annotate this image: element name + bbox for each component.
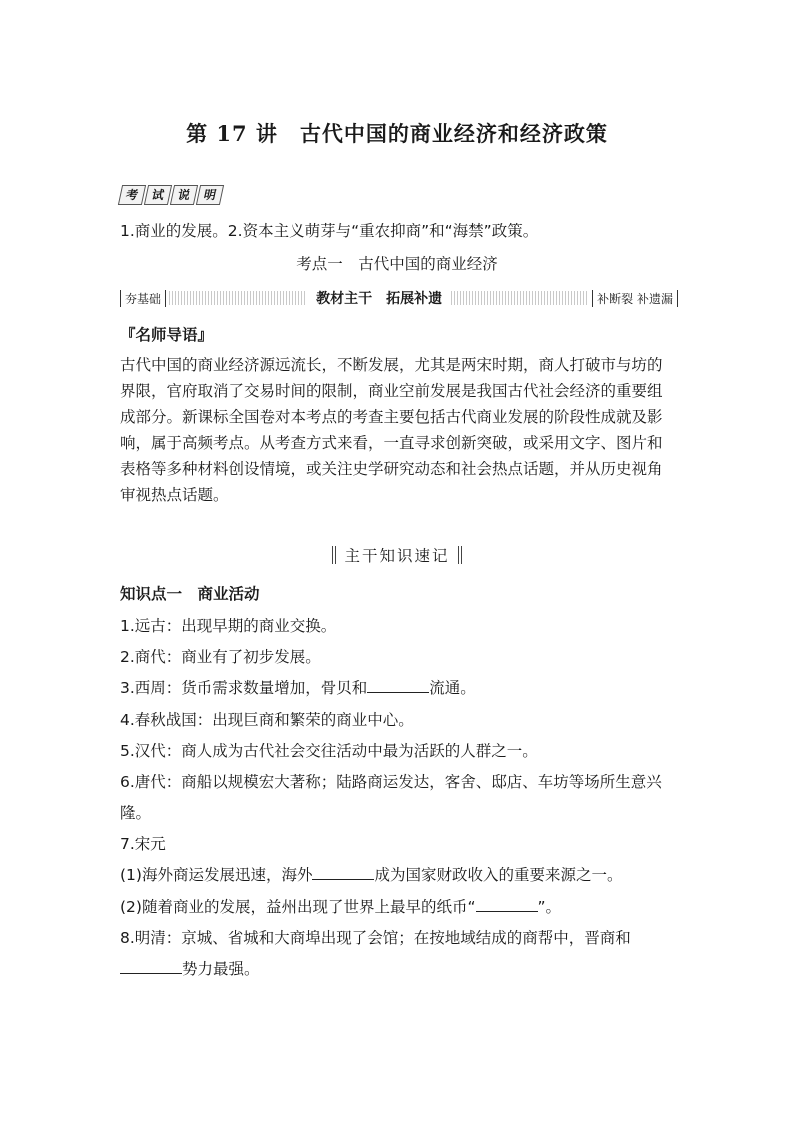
item-2: 2.商代：商业有了初步发展。 [120,648,321,666]
band-middle-label: 教材主干 拓展补遗 [316,291,443,307]
band-hatch [169,291,307,305]
item-3 [120,678,476,698]
band-hatch [451,291,589,305]
tag-char: 试 [144,185,172,205]
band-left-label: 夯基础 [120,290,166,307]
section-bar-left [332,546,336,564]
item-6-cont: 隆。 [120,804,152,822]
item-7: 7.宋元 [120,835,166,853]
guide-line: 界限，官府取消了交易时间的限制，商业空前发展是我国古代社会经济的重要组 [120,382,663,400]
item-8: 8.明清：京城、省城和大商埠出现了会馆；在按地域结成的商帮中，晋商和 [120,929,631,947]
guide-paragraph [120,352,680,508]
section-title: 主干知识速记 [344,547,450,565]
tag-char: 考 [118,185,146,205]
item-7-2 [120,897,561,917]
item-6: 6.唐代：商船以规模宏大著称；陆路商运发达，客舍、邸店、车坊等场所生意兴 [120,773,662,791]
section-bar-right [458,546,462,564]
fill-blank[interactable] [367,678,429,693]
item-3-text: 3.西周：货币需求数量增加，骨贝和 [120,679,368,697]
fill-blank[interactable] [120,959,182,974]
item-4: 4.春秋战国：出现巨商和繁荣的商业中心。 [120,711,414,729]
item-7-1-text: (1)海外商运发展迅速，海外 [120,866,313,884]
guide-line: 响，属于高频考点。从考查方式来看，一直寻求创新突破，或采用文字、图片和 [120,434,663,452]
item-7-1 [120,865,622,885]
lesson-title: 第 17 讲 古代中国的商业经济和经济政策 [186,121,608,146]
item-5: 5.汉代：商人成为古代社会交往活动中最为活跃的人群之一。 [120,742,538,760]
item-7-1-text-end: 成为国家财政收入的重要来源之一。 [374,866,623,884]
item-8-text-end: 势力最强。 [182,960,260,978]
item-7-2-text-end: ”。 [537,898,562,916]
item-1: 1.远古：出现早期的商业交换。 [120,617,337,635]
tag-char: 说 [170,185,198,205]
item-3-text-end: 流通。 [429,679,476,697]
band-right-label: 补断裂 补遗漏 [592,290,678,307]
fill-blank[interactable] [476,897,538,912]
guide-line: 成部分。新课标全国卷对本考点的考查主要包括古代商业发展的阶段性成就及影 [120,408,663,426]
item-8-cont [120,959,260,979]
guide-line: 审视热点话题。 [120,486,229,504]
section-title-box [0,544,794,566]
fill-blank[interactable] [312,865,374,880]
guide-line: 表格等多种材料创设情境，或关注史学研究动态和社会热点话题，并从历史视角 [120,460,663,478]
knowledge-heading: 知识点一 商业活动 [120,585,260,603]
exam-description-tag [120,183,224,205]
guide-line: 古代中国的商业经济源远流长，不断发展，尤其是两宋时期，商人打破市与坊的 [120,356,663,374]
topic-heading: 考点一 古代中国的商业经济 [296,255,498,273]
section-band [120,288,678,308]
tag-char: 明 [196,185,224,205]
guide-label: 『名师导语』 [120,326,214,344]
item-7-2-text: (2)随着商业的发展，益州出现了世界上最早的纸币“ [120,898,476,916]
exam-note: 1.商业的发展。2.资本主义萌芽与“重农抑商”和“海禁”政策。 [120,222,539,240]
